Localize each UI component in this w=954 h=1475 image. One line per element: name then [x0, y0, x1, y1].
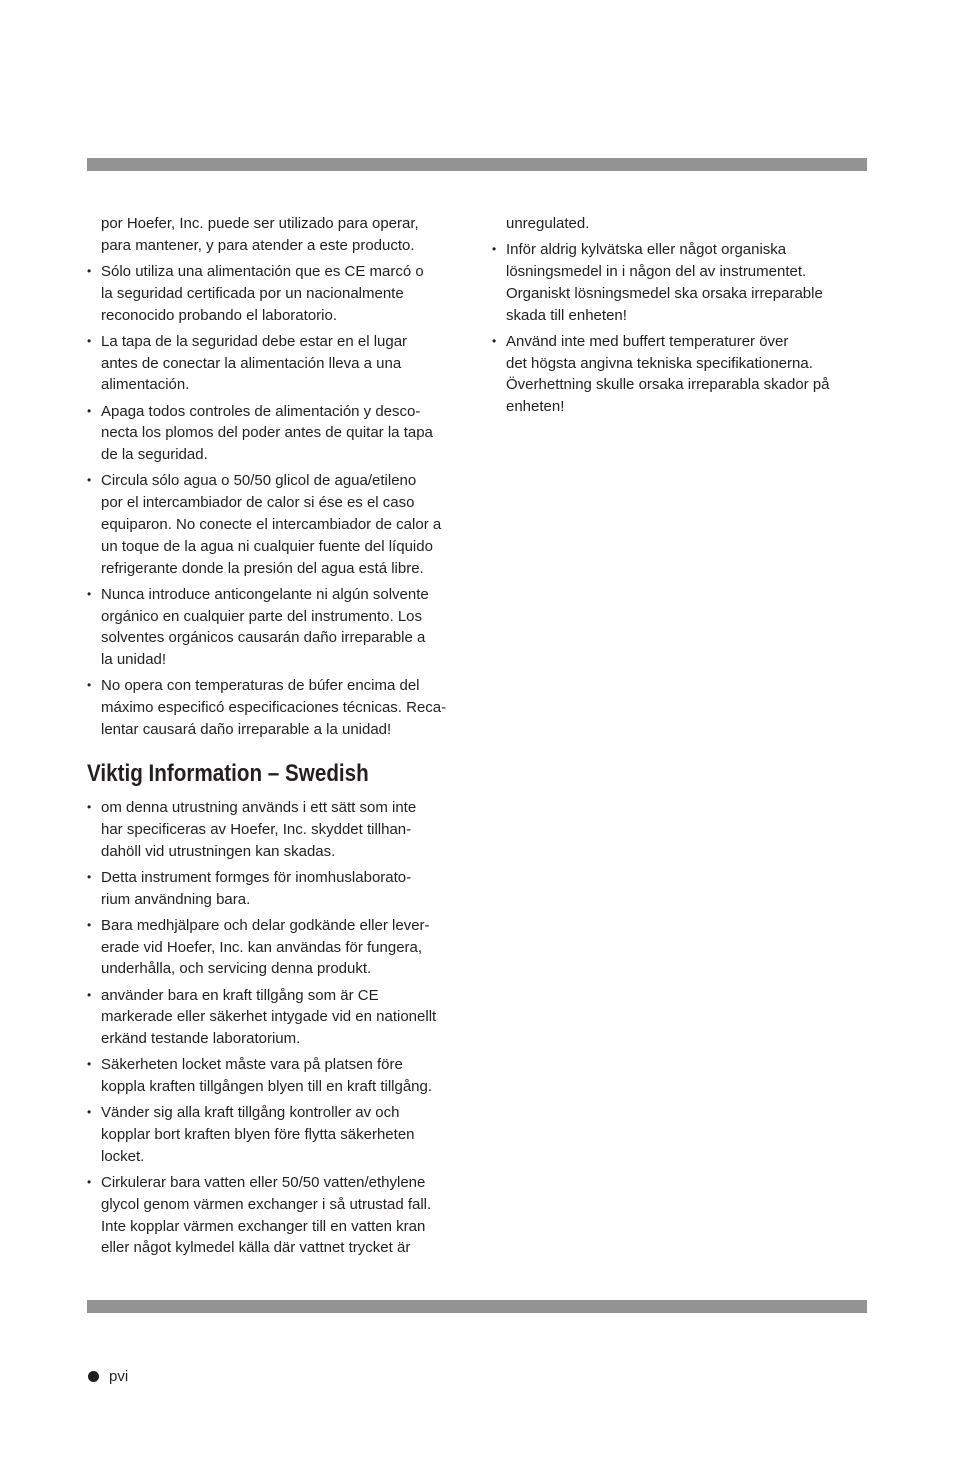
list-item: • Bara medhjälpare och delar godkände eller lever- erade vid Hoefer, Inc. kan användas för fungera, underhålla, och servicing denna produkt. [87, 915, 467, 980]
list-item: • Cirkulerar bara vatten eller 50/50 vatten/ethylene glycol genom värmen exchanger i så utrustad fall. Inte kopplar värmen exchanger till en vatten kran eller något kylmedel källa där vattnet trycket är [87, 1172, 467, 1259]
swedish-list-continued [492, 239, 862, 418]
list-item: • No opera con temperaturas de búfer encima del máximo especificó especificaciones técnicas. Reca- lentar causará daño irreparable a la unidad! [87, 675, 467, 740]
list-item: • Circula sólo agua o 50/50 glicol de agua/etileno por el intercambiador de calor si ése es el caso equiparon. No conecte el intercambiador de calor a un toque de la agua ni cualquier fuente del líquido refrigerante donde la presión del agua está libre. [87, 470, 467, 579]
swedish-list [87, 797, 467, 1259]
list-item: • Säkerheten locket måste vara på platsen före koppla kraften tillgången blyen till en kraft tillgång. [87, 1054, 467, 1098]
list-item: • om denna utrustning används i ett sätt som inte har specificeras av Hoefer, Inc. skyddet tillhan- dahöll vid utrustningen kan skadas. [87, 797, 467, 862]
list-item: • Nunca introduce anticongelante ni algún solvente orgánico en cualquier parte del instrumento. Los solventes orgánicos causarán daño irreparable a la unidad! [87, 584, 467, 671]
list-item: • Vänder sig alla kraft tillgång kontroller av och kopplar bort kraften blyen före flytta säkerheten locket. [87, 1102, 467, 1167]
footer-rule [87, 1300, 867, 1313]
list-item: • La tapa de la seguridad debe estar en el lugar antes de conectar la alimentación lleva a una alimentación. [87, 331, 467, 396]
list-item: • använder bara en kraft tillgång som är CE markerade eller säkerhet intygade vid en nationellt erkänd testande laboratorium. [87, 985, 467, 1050]
page-number: pvi [109, 1368, 129, 1385]
left-column-spanish [87, 213, 467, 745]
list-item: • Apaga todos controles de alimentación y desco- necta los plomos del poder antes de quitar la tapa de la seguridad. [87, 401, 467, 466]
right-column [492, 213, 862, 422]
list-item: • Sólo utiliza una alimentación que es CE marcó o la seguridad certificada por un nacionalmente reconocido probando el laboratorio. [87, 261, 467, 326]
continued-text: unregulated. [506, 215, 590, 232]
list-item: • Detta instrument formges för inomhuslaborato- rium användning bara. [87, 867, 467, 911]
bullet-dot-icon [88, 1371, 99, 1382]
page-footer [87, 1368, 128, 1385]
spanish-list [87, 261, 467, 741]
section-heading: Viktig Information – Swedish [87, 760, 369, 787]
continued-text: por Hoefer, Inc. puede ser utilizado para operar, para mantener, y para atender a este producto. [101, 215, 419, 254]
list-item: • Använd inte med buffert temperaturer över det högsta angivna tekniska specifikationerna. Överhettning skulle orsaka irreparabla skador på enheten! [492, 331, 862, 418]
header-rule [87, 158, 867, 171]
left-column-swedish [87, 797, 467, 1264]
list-item: • Inför aldrig kylvätska eller något organiska lösningsmedel in i någon del av instrumentet. Organiskt lösningsmedel ska orsaka irreparable skada till enheten! [492, 239, 862, 326]
